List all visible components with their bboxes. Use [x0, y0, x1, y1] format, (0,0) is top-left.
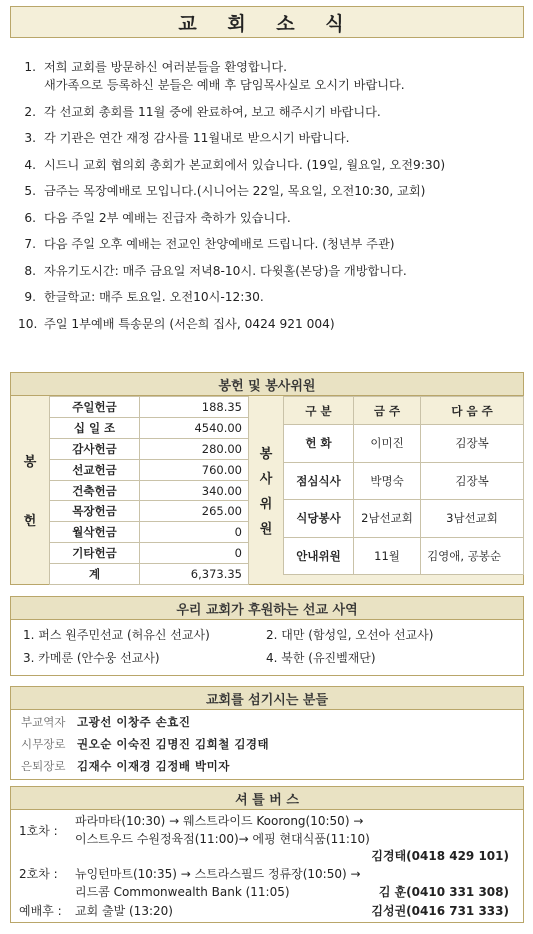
list-item: 4. 시드니 교회 협의회 총회가 본교회에서 있습니다. (19일, 월요일, 오전9:30) — [24, 157, 446, 172]
table-header-row: 구 분 금 주 다 음 주 — [284, 397, 524, 425]
offering-heading: 봉헌 및 봉사위원 — [10, 372, 524, 396]
list-item: 3. 각 기관은 연간 재정 감사를 11월내로 받으시기 바랍니다. — [24, 131, 350, 145]
bus2-driver: 김 훈(0410 331 308) — [378, 885, 509, 899]
list-item: 7. 다음 주일 오후 예배는 전교인 찬양예배로 드립니다. (청년부 주관) — [24, 237, 395, 251]
bus1-route: 파라마타(10:30) → 웨스트라이드 Koorong(10:50) → — [75, 814, 364, 828]
list-item: 6. 다음 주일 2부 예배는 진급자 축하가 있습니다. — [24, 210, 291, 225]
service-side-label: 봉 사 위 원 — [259, 447, 273, 537]
list-item: 9. 한글학교: 매주 토요일. 오전10시-12:30. — [24, 290, 264, 304]
offering-section — [10, 396, 524, 585]
list-item: 1. 저희 교회를 방문하신 여러분들을 환영합니다. 새가족으로 등록하신 분들은 예배 후 담임목사실로 오시기 바랍니다. — [24, 60, 405, 92]
bus1-driver: 김경태(0418 429 101) — [371, 849, 509, 863]
table-row: 안내위원 11월 김영애, 공봉순 — [284, 537, 524, 575]
list-item: 10. 주일 1부예배 특송문의 (서은희 집사, 0424 921 004) — [18, 316, 335, 331]
bus2-route: 리드콤 Commonwealth Bank (11:05) — [75, 885, 290, 899]
page-title: 교 회 소 식 — [10, 6, 524, 38]
servers-section — [10, 710, 524, 780]
list-item: 5. 금주는 목장예배로 모입니다.(시니어는 22일, 목요일, 오전10:30, 교회) — [24, 184, 426, 198]
shuttle-heading: 셔 틀 버 스 — [10, 786, 524, 810]
table-row: 월삭헌금 0 — [50, 522, 249, 543]
notice-list — [18, 58, 523, 341]
table-row: 십 일 조 4540.00 — [50, 417, 249, 438]
after-service-driver: 김성권(0416 731 333) — [371, 904, 509, 918]
table-row: 식당봉사 2남선교회 3남선교회 — [284, 500, 524, 538]
table-row: 헌 화 이미진 김장복 — [284, 425, 524, 463]
after-service-route: 교회 출발 (13:20) — [75, 904, 173, 918]
table-row: 주일헌금 188.35 — [50, 397, 249, 418]
table-row: 목장헌금 265.00 — [50, 501, 249, 522]
bus1-route: 이스트우드 수원정육점(11:00)→ 에핑 현대식품(11:10) — [75, 832, 370, 846]
after-service-label: 예배후 : — [19, 904, 62, 918]
offering-table — [49, 396, 249, 585]
shuttle-section — [10, 810, 524, 923]
servers-row: 시무장로 권오순 이숙진 김명진 김희철 김경태 — [21, 737, 270, 751]
missions-section — [10, 620, 524, 676]
bus2-label: 2호차 : — [19, 867, 58, 881]
mission-item: 4. 북한 (유진벨재단) — [266, 651, 376, 665]
missions-heading: 우리 교회가 후원하는 선교 사역 — [10, 596, 524, 620]
mission-item: 3. 카메룬 (안수웅 선교사) — [23, 651, 160, 665]
offering-side-label: 봉 헌 — [23, 455, 37, 529]
table-row: 기타헌금 0 — [50, 543, 249, 564]
table-row: 건축헌금 340.00 — [50, 480, 249, 501]
bus1-label: 1호차 : — [19, 824, 58, 838]
servers-heading: 교회를 섬기시는 분들 — [10, 686, 524, 710]
servers-row: 은퇴장로 김재수 이재경 김정배 박미자 — [21, 759, 230, 773]
mission-item: 1. 퍼스 원주민선교 (허유신 선교사) — [23, 628, 210, 642]
servers-row: 부교역자 고광선 이창주 손효진 — [21, 715, 191, 729]
table-row: 선교헌금 760.00 — [50, 459, 249, 480]
table-row: 감사헌금 280.00 — [50, 438, 249, 459]
table-row: 계 6,373.35 — [50, 564, 249, 585]
list-item: 2. 각 선교회 총회를 11월 중에 완료하여, 보고 해주시기 바랍니다. — [24, 104, 381, 119]
list-item: 8. 자유기도시간: 매주 금요일 저녁8-10시. 다윗홀(본당)을 개방합니다. — [24, 263, 407, 278]
mission-item: 2. 대만 (함성일, 오선아 선교사) — [266, 628, 434, 642]
bus2-route: 뉴잉턴마트(10:35) → 스트라스필드 정류장(10:50) → — [75, 867, 361, 881]
service-table — [283, 396, 524, 575]
table-row: 점심식사 박명숙 김장복 — [284, 462, 524, 500]
